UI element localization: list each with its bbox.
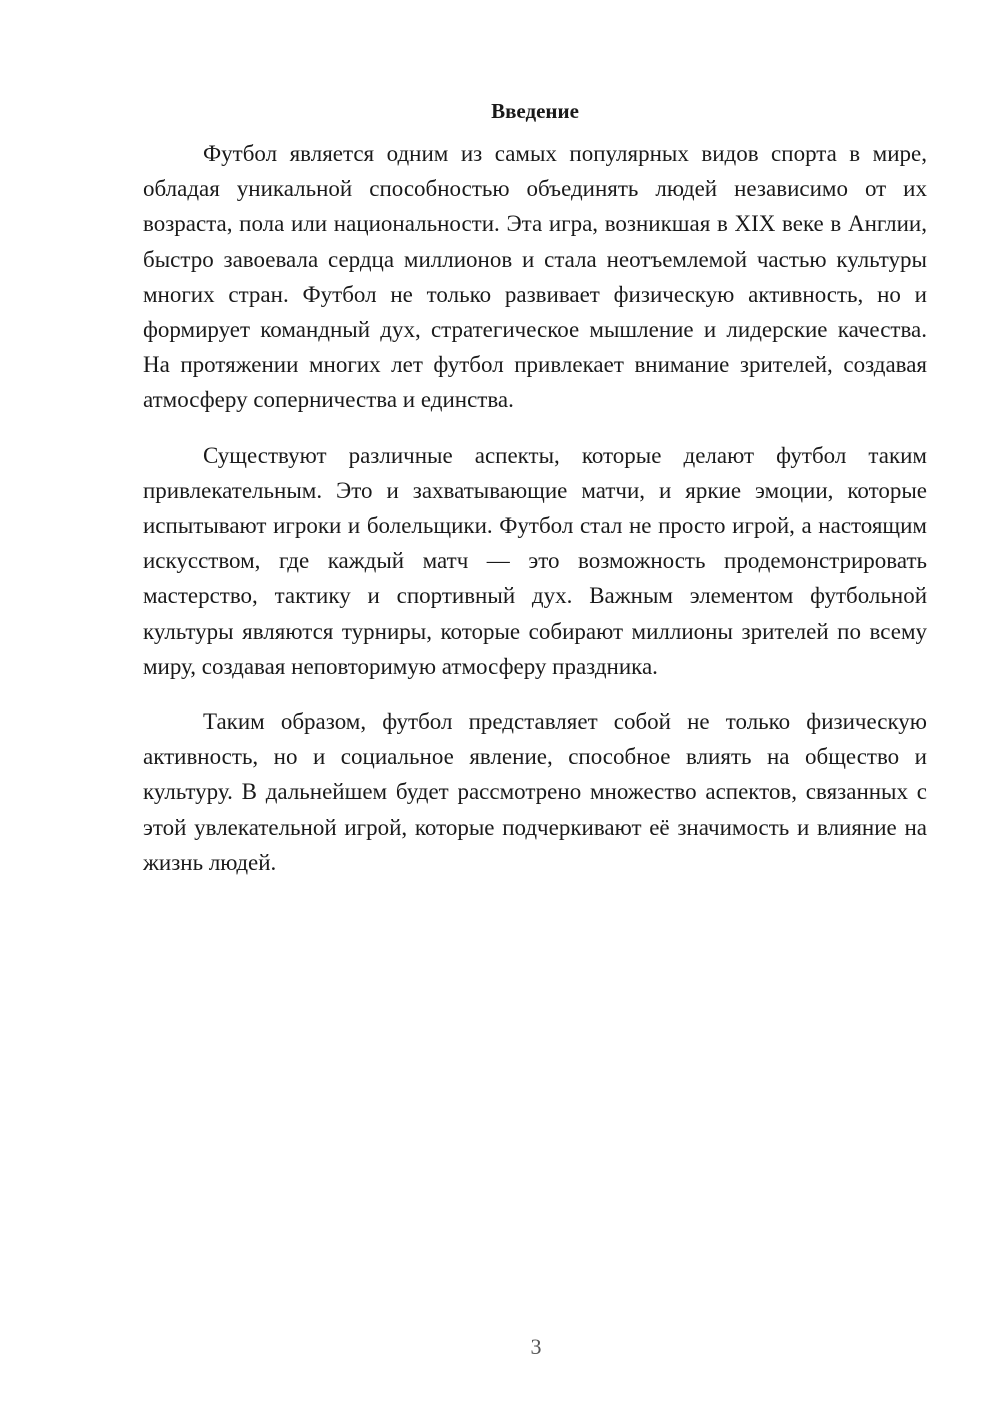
page-content <box>143 96 927 880</box>
section-title: Введение <box>491 99 579 123</box>
page-number: 3 <box>530 1334 542 1359</box>
paragraph-3: Таким образом, футбол представляет собой не только физическую активность, но и социальное явление, способное влиять на общество и культуру. В дальнейшем будет рассмотрено множество аспектов, связанных с этой увлекательной игрой, которые подчеркивают её значимость и влияние на жизнь людей. <box>143 709 927 875</box>
paragraph-1: Футбол является одним из самых популярных видов спорта в мире, обладая уникальной способностью объединять людей независимо от их возраста, пола или национальности. Эта игра, возникшая в XIX веке в Англии, быстро завоевала сердца миллионов и стала неотъемлемой частью культуры многих стран. Футбол не только развивает физическую активность, но и формирует командный дух, стратегическое мышление и лидерские качества. На протяжении многих лет футбол привлекает внимание зрителей, создавая атмосферу соперничества и единства. <box>143 141 927 413</box>
paragraph-2: Существуют различные аспекты, которые делают футбол таким привлекательным. Это и захватывающие матчи, и яркие эмоции, которые испытывают игроки и болельщики. Футбол стал не просто игрой, а настоящим искусством, где каждый матч — это возможность продемонстрировать мастерство, тактику и спортивный дух. Важным элементом футбольной культуры являются турниры, которые собирают миллионы зрителей по всему миру, создавая неповторимую атмосферу праздника. <box>143 442 927 679</box>
